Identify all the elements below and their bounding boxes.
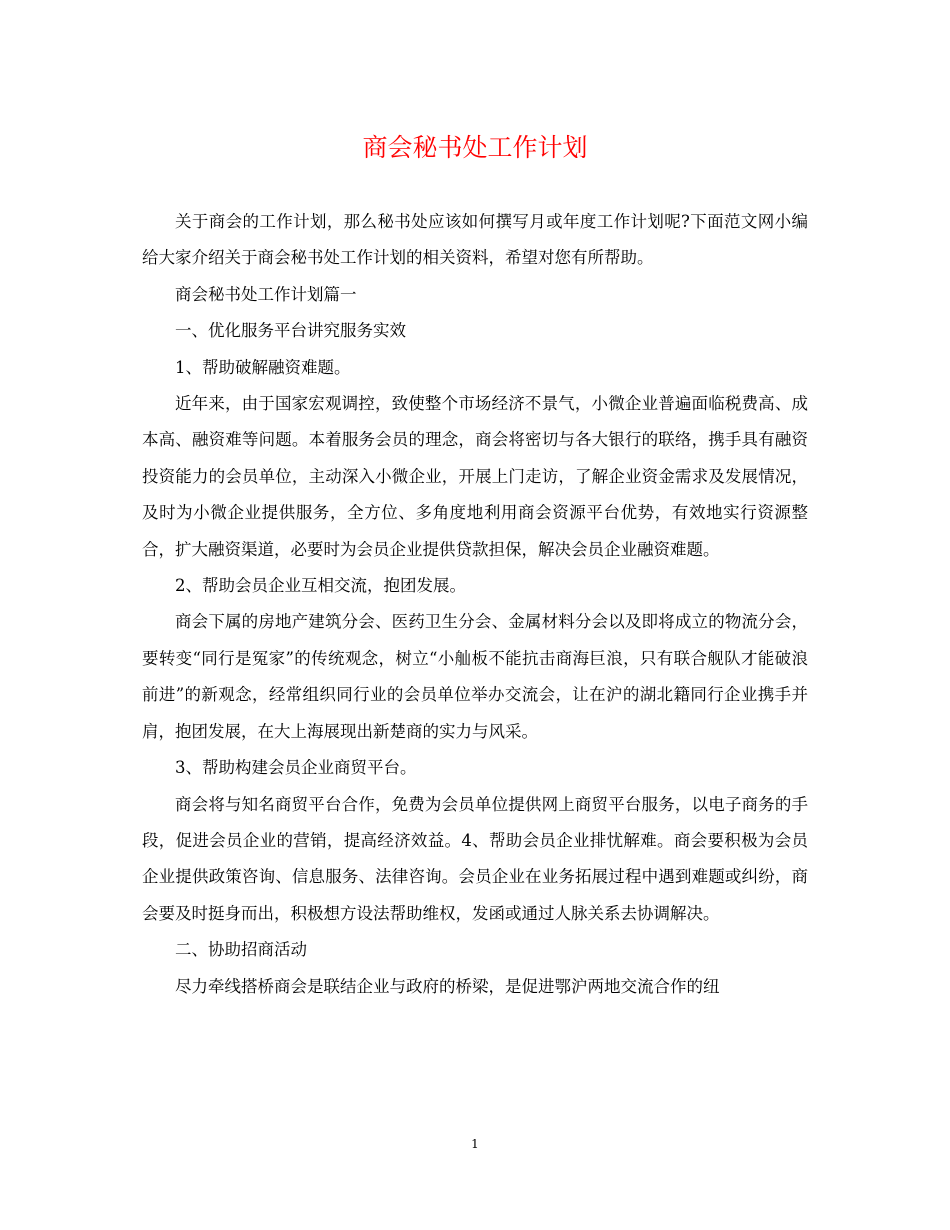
paragraph-item-2: 2、帮助会员企业互相交流，抱团发展。 bbox=[175, 576, 466, 596]
paragraph-financing: 近年来，由于国家宏观调控，致使整个市场经济不景气，小微企业普遍面临税费高、成本高、融资难等问题。本着服务会员的理念，商会将密切与各大银行的联络，携手具有融资投资能力的会员单位，主动深入小微企业，开展上门走访，了解企业资金需求及发展情况，及时为小微企业提供服务，全方位、多角度地利用商会资源平台优势，有效地实行资源整合，扩大融资渠道，必要时为会员企业提供贷款担保，解决会员企业融资难题。 bbox=[142, 394, 808, 559]
page-number: 1 bbox=[471, 1137, 479, 1151]
paragraph-investment: 尽力牵线搭桥商会是联结企业与政府的桥梁，是促进鄂沪两地交流合作的纽 bbox=[175, 976, 720, 996]
paragraph-section-heading: 商会秘书处工作计划篇一 bbox=[175, 284, 357, 304]
paragraph-heading-1: 一、优化服务平台讲究服务实效 bbox=[175, 321, 406, 341]
paragraph-trade-platform: 商会将与知名商贸平台合作，免费为会员单位提供网上商贸平台服务，以电子商务的手段，促进会员企业的营销，提高经济效益。4、帮助会员企业排忧解难。商会要积极为会员企业提供政策咨询、信息服务、法律咨询。会员企业在业务拓展过程中遇到难题或纠纷，商会要及时挺身而出，积极想方设法帮助维权，发函或通过人脉关系去协调解决。 bbox=[142, 794, 808, 923]
paragraph-branches: 商会下属的房地产建筑分会、医药卫生分会、金属材料分会以及即将成立的物流分会，要转变“同行是冤家”的传统观念，树立“小舢板不能抗击商海巨浪，只有联合舰队才能破浪前进”的新观念，经常组织同行业的会员单位举办交流会，让在沪的湖北籍同行企业携手并肩，抱团发展，在大上海展现出新楚商的实力与风采。 bbox=[142, 612, 808, 741]
paragraph-item-3: 3、帮助构建会员企业商贸平台。 bbox=[175, 758, 417, 778]
document-body bbox=[142, 204, 808, 1005]
paragraph-heading-2: 二、协助招商活动 bbox=[175, 940, 307, 960]
paragraph-item-1: 1、帮助破解融资难题。 bbox=[175, 357, 351, 377]
paragraph-intro: 关于商会的工作计划，那么秘书处应该如何撰写月或年度工作计划呢?下面范文网小编给大家介绍关于商会秘书处工作计划的相关资料，希望对您有所帮助。 bbox=[142, 212, 808, 268]
document-title: 商会秘书处工作计划 bbox=[362, 133, 588, 162]
